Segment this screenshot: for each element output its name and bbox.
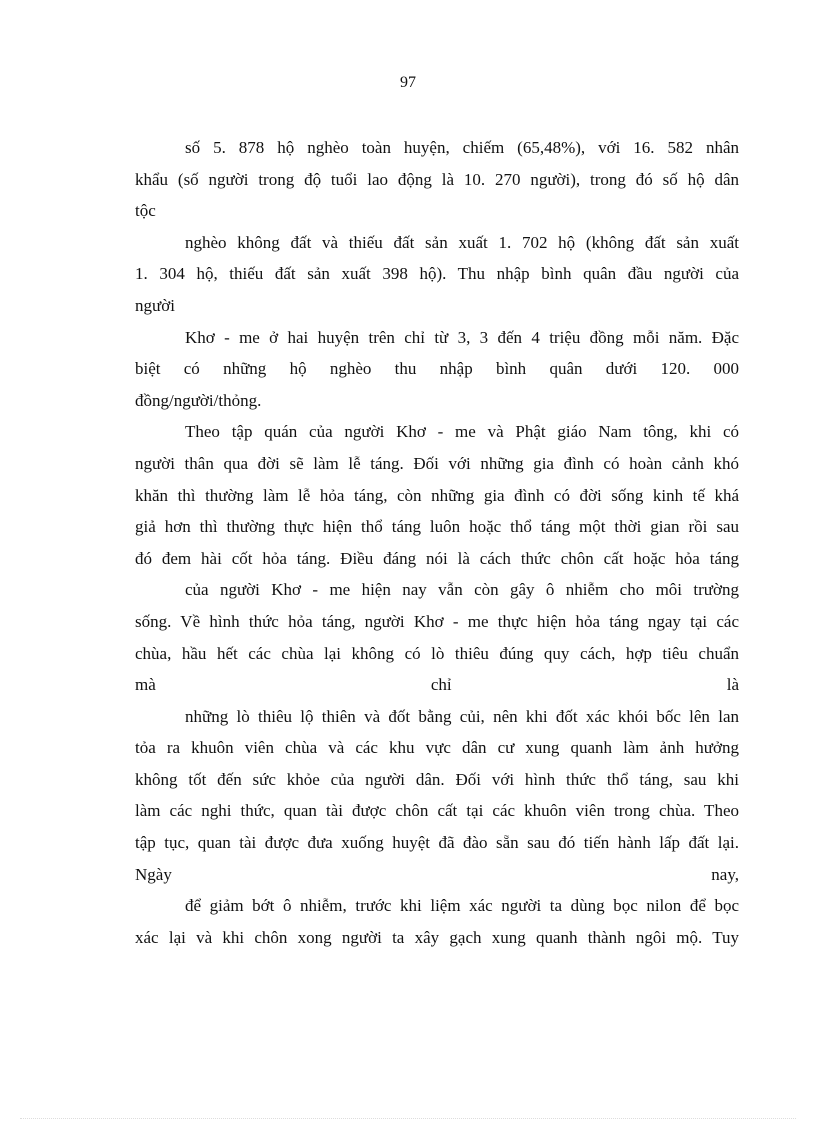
text-line: không tốt đến sức khỏe của người dân. Đối với hình thức thổ táng, sau khi xyxy=(135,769,739,789)
text-line: giả hơn thì thường thực hiện thổ táng luôn hoặc thổ táng một thời gian rồi sau xyxy=(135,517,739,537)
text-line: Khơ - me ở hai huyện trên chỉ từ 3, 3 đến 4 triệu đồng mỗi năm. Đặc xyxy=(185,327,739,347)
text-line: tỏa ra khuôn viên chùa và các khu vực dân cư xung quanh làm ảnh hưởng xyxy=(135,738,739,758)
text-line: để giảm bớt ô nhiễm, trước khi liệm xác người ta dùng bọc nilon để bọc xyxy=(185,896,739,916)
text-line: người xyxy=(135,295,175,315)
page-bottom-divider xyxy=(20,1118,796,1119)
page-number: 97 xyxy=(400,74,416,91)
text-line: sống. Về hình thức hỏa táng, người Khơ - me thực hiện hỏa táng ngay tại các xyxy=(135,611,739,631)
text-line: khăn thì thường làm lễ hỏa táng, còn những gia đình có đời sống kinh tế khá xyxy=(135,485,739,505)
text-line: tập tục, quan tài được đưa xuống huyệt đã đào sẵn sau đó tiến hành lấp đất lại. xyxy=(135,833,739,853)
text-line: nghèo không đất và thiếu đất sản xuất 1. 702 hộ (không đất sản xuất xyxy=(185,232,739,252)
text-line: Ngày nay, xyxy=(135,864,739,884)
text-line: 1. 304 hộ, thiếu đất sản xuất 398 hộ). Thu nhập bình quân đầu người của xyxy=(135,264,739,284)
text-line: làm các nghi thức, quan tài được chôn cất tại các khuôn viên trong chùa. Theo xyxy=(135,801,739,821)
text-line: đồng/người/thỏng. xyxy=(135,390,262,410)
text-line: người thân qua đời sẽ làm lễ táng. Đối với những gia đình có hoàn cảnh khó xyxy=(135,453,739,473)
text-line: Theo tập quán của người Khơ - me và Phật giáo Nam tông, khi có xyxy=(185,422,739,442)
text-line: những lò thiêu lộ thiên và đốt bằng củi, nên khi đốt xác khói bốc lên lan xyxy=(185,706,739,726)
text-line: đó đem hài cốt hỏa táng. Điều đáng nói là cách thức chôn cất hoặc hỏa táng xyxy=(135,548,739,568)
text-line: chùa, hầu hết các chùa lại không có lò thiêu đúng quy cách, hợp tiêu chuẩn xyxy=(135,643,739,663)
body-text xyxy=(135,132,739,953)
text-line: biệt có những hộ nghèo thu nhập bình quân dưới 120. 000 xyxy=(135,359,739,379)
text-line: mà chỉ là xyxy=(135,675,739,695)
text-line: của người Khơ - me hiện nay vẫn còn gây ô nhiễm cho môi trường xyxy=(185,580,739,600)
text-line: số 5. 878 hộ nghèo toàn huyện, chiếm (65,48%), với 16. 582 nhân xyxy=(185,138,739,157)
text-line: tộc xyxy=(135,201,156,221)
text-line: xác lại và khi chôn xong người ta xây gạch xung quanh thành ngôi mộ. Tuy xyxy=(135,927,739,947)
text-line: khẩu (số người trong độ tuổi lao động là 10. 270 người), trong đó số hộ dân xyxy=(135,169,739,189)
